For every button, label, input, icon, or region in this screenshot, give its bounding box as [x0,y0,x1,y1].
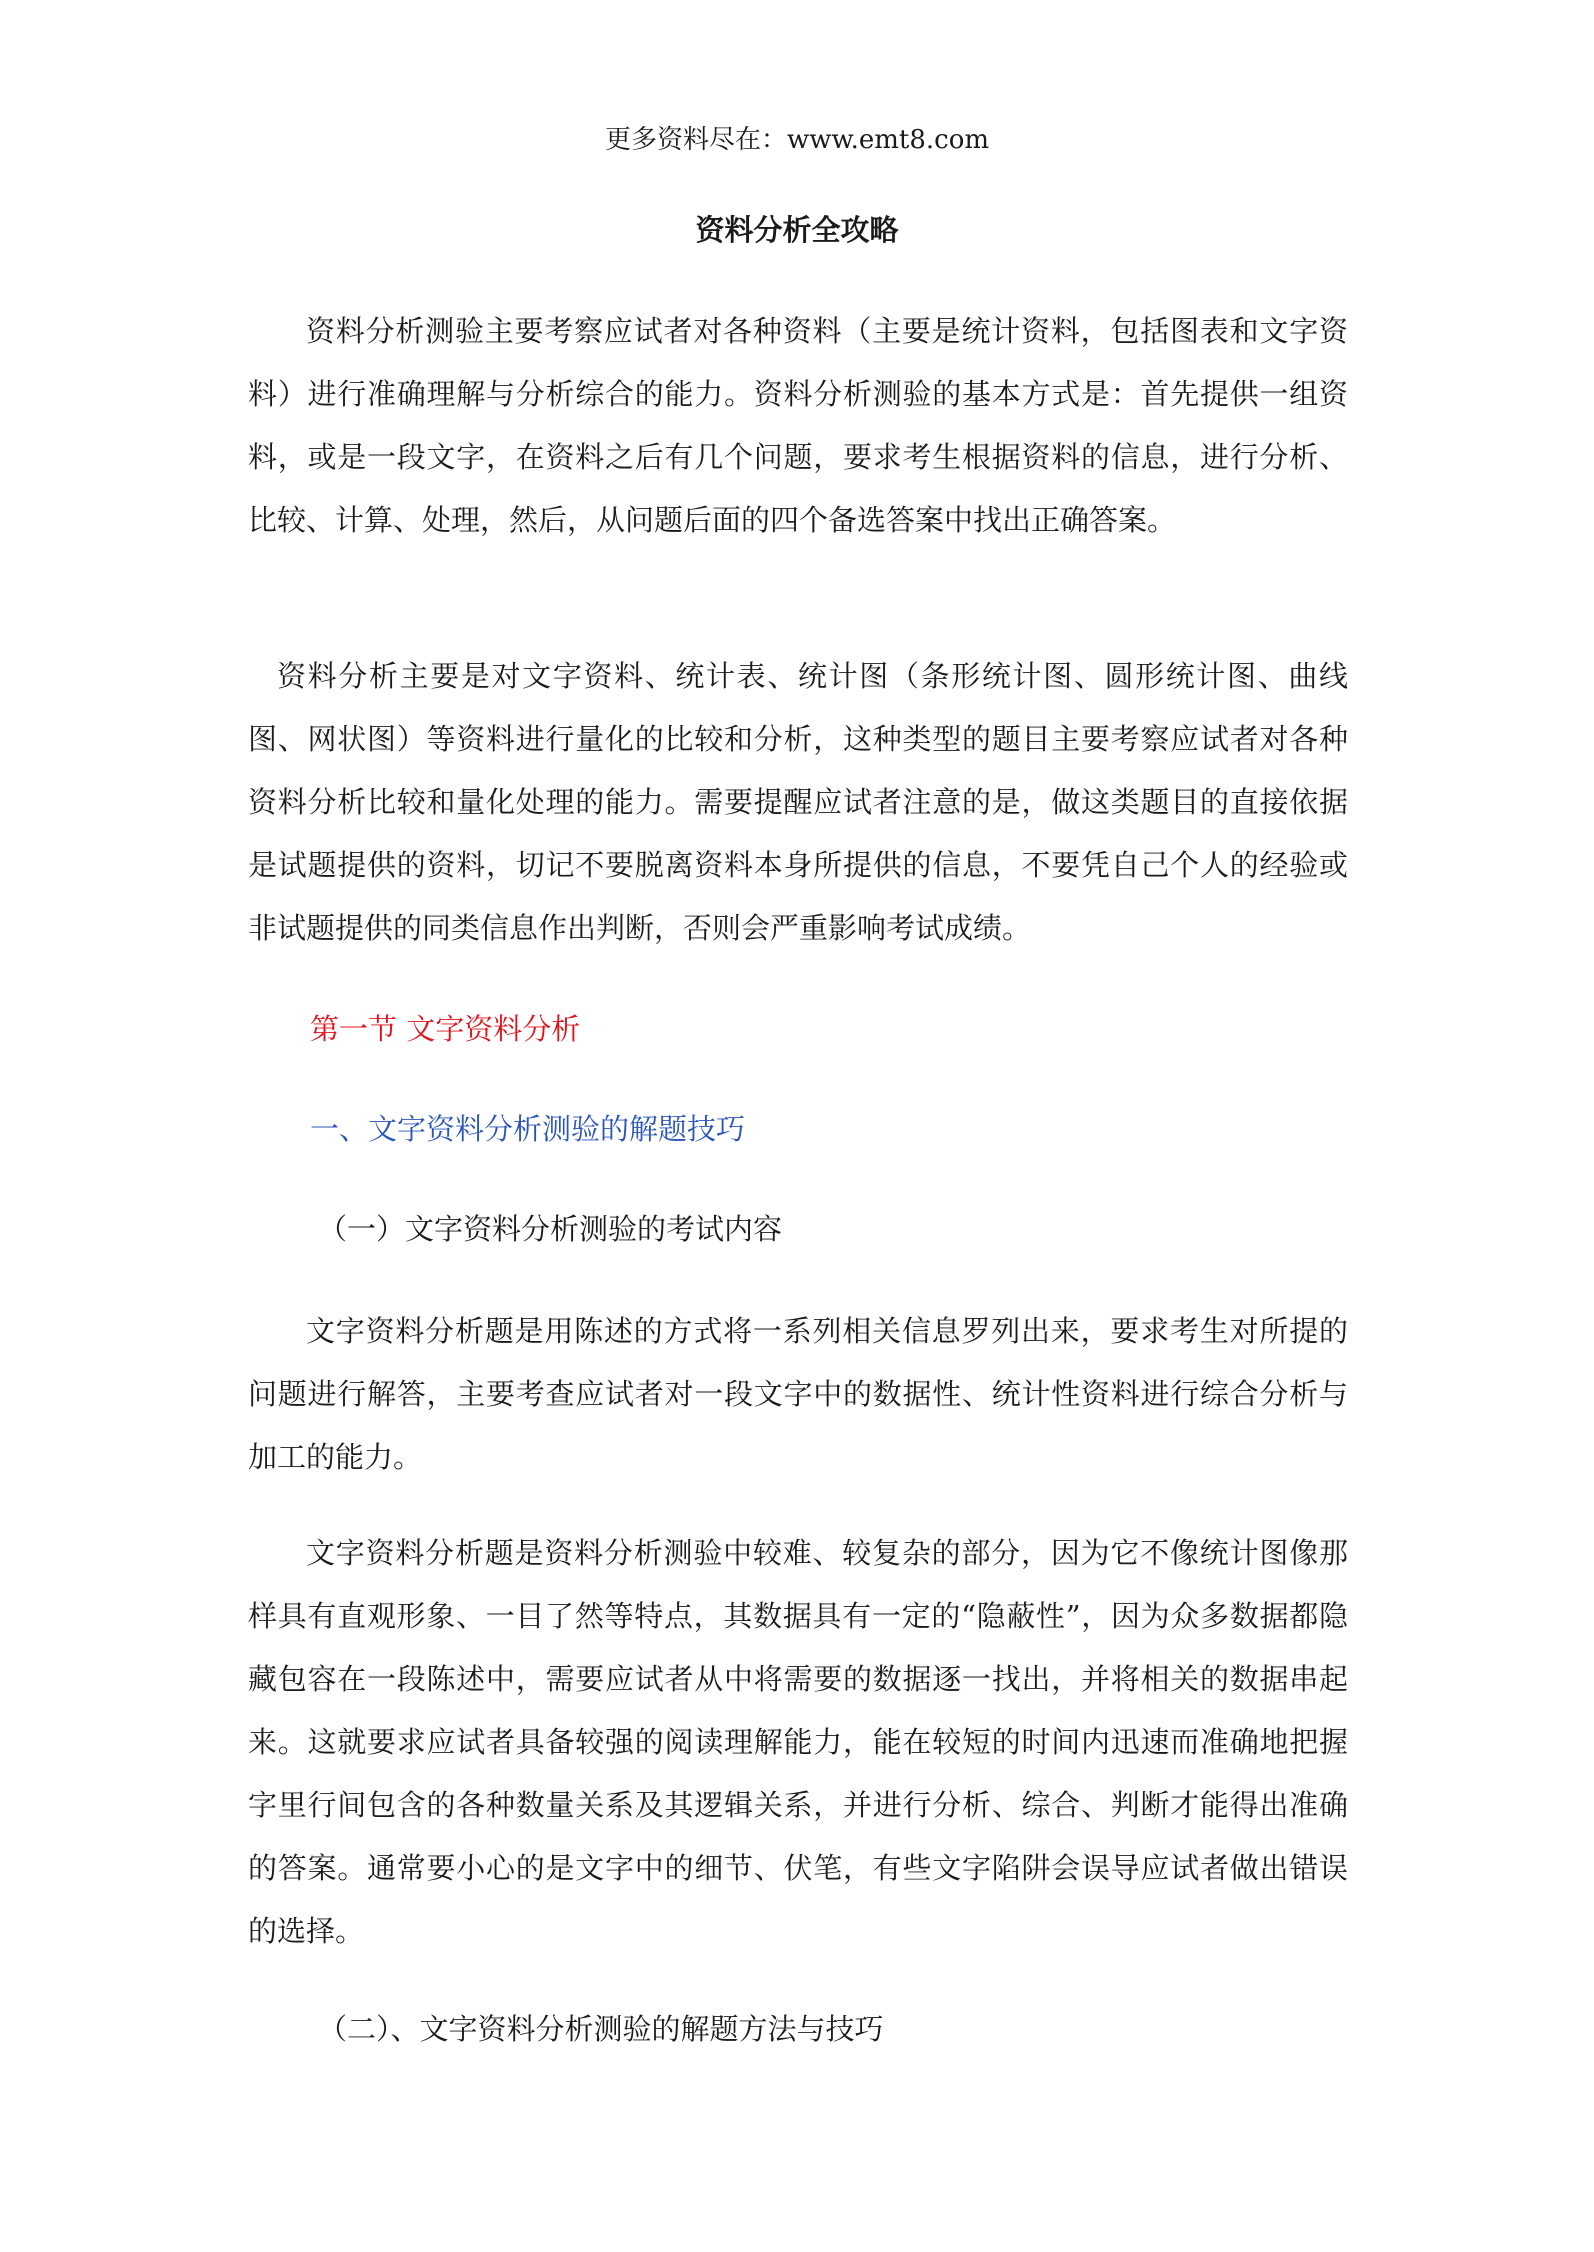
paragraph-text-analysis-difficulty: 文字资料分析题是资料分析测验中较难、较复杂的部分，因为它不像统计图像那样具有直观形象、一目了然等特点，其数据具有一定的“隐蔽性”，因为众多数据都隐藏包容在一段陈述中，需要应试者从中将需要的数据逐一找出，并将相关的数据串起来。这就要求应试者具备较强的阅读理解能力，能在较短的时间内迅速而准确地把握字里行间包含的各种数量关系及其逻辑关系，并进行分析、综合、判断才能得出准确的答案。通常要小心的是文字中的细节、伏笔，有些文字陷阱会误导应试者做出错误的选择。 [248,1536,1348,1948]
paragraph-text-analysis-definition: 文字资料分析题是用陈述的方式将一系列相关信息罗列出来，要求考生对所提的问题进行解答，主要考查应试者对一段文字中的数据性、统计性资料进行综合分析与加工的能力。 [248,1314,1348,1474]
section-heading: 第一节 文字资料分析 [310,1012,581,1046]
item-heading-2: （二）、文字资料分析测验的解题方法与技巧 [318,2012,884,2046]
document-title: 资料分析全攻略 [695,213,899,247]
paragraph-intro: 资料分析测验主要考察应试者对各种资料（主要是统计资料，包括图表和文字资料）进行准确理解与分析综合的能力。资料分析测验的基本方式是：首先提供一组资料，或是一段文字，在资料之后有几个问题，要求考生根据资料的信息，进行分析、比较、计算、处理，然后，从问题后面的四个备选答案中找出正确答案。 [248,314,1348,537]
item-heading-1: （一）文字资料分析测验的考试内容 [318,1212,783,1246]
paragraph-overview: 资料分析主要是对文字资料、统计表、统计图（条形统计图、圆形统计图、曲线图、网状图）等资料进行量化的比较和分析，这种类型的题目主要考察应试者对各种资料分析比较和量化处理的能力。需要提醒应试者注意的是，做这类题目的直接依据是试题提供的资料，切记不要脱离资料本身所提供的信息，不要凭自己个人的经验或非试题提供的同类信息作出判断，否则会严重影响考试成绩。 [248,659,1348,945]
subsection-heading: 一、文字资料分析测验的解题技巧 [310,1112,746,1146]
page-header: 更多资料尽在：www.emt8.com [604,125,990,155]
